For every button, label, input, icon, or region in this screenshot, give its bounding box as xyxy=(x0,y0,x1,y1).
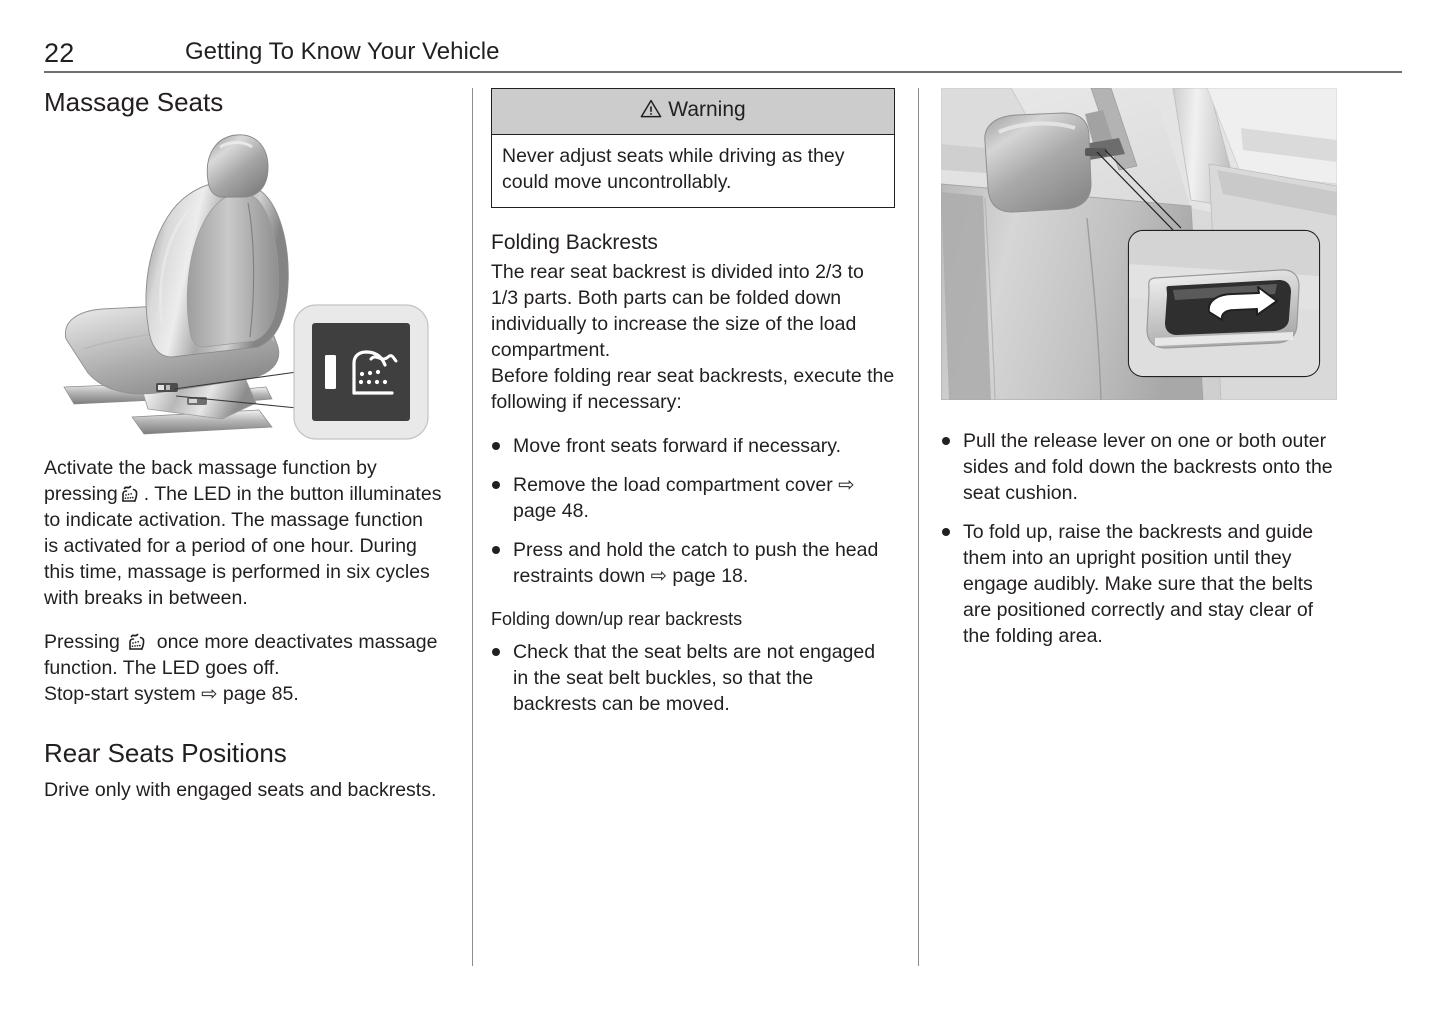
bullet-dot xyxy=(942,437,950,445)
list-item xyxy=(941,428,1341,506)
head-restraint xyxy=(207,134,268,196)
list-item xyxy=(491,537,895,589)
warning-box xyxy=(491,88,895,208)
massage-paragraph-1 xyxy=(44,455,442,611)
folding-backrests-paragraph-2: Before folding rear seat backrests, execute the following if necessary: xyxy=(491,365,895,414)
bullet-dot xyxy=(492,481,500,489)
callout-massage-button xyxy=(294,305,428,439)
page-header xyxy=(44,38,1402,72)
list-item-text: To fold up, raise the backrests and guide them into an upright position until they engage audibly. Make sure that the belts are positioned correctly and stay clear of the folding area. xyxy=(963,521,1314,647)
rear-release-bullet-list xyxy=(941,428,1341,649)
section-title-massage-seats: Massage Seats xyxy=(44,87,224,117)
list-item-text: Remove the load compartment cover ⇨ page 48. xyxy=(513,474,855,523)
massage-paragraph-2 xyxy=(44,629,442,707)
bullet-dot xyxy=(942,528,950,536)
header-rule xyxy=(44,71,1402,73)
massage-paragraph-2-part-b: once more deactivates massage function. The LED goes off. xyxy=(44,630,438,679)
column-divider-right xyxy=(918,88,919,966)
warning-box-header xyxy=(492,89,894,135)
column-divider-left xyxy=(472,88,473,966)
figure-rear-seat-release xyxy=(941,88,1337,400)
list-item-text: Move front seats forward if necessary. xyxy=(513,435,842,458)
list-item xyxy=(491,472,895,524)
figure-front-seat xyxy=(44,125,442,455)
list-item-text: Check that the seat belts are not engaged in the seat belt buckles, so that the backrests can be moved. xyxy=(513,640,876,715)
list-item xyxy=(941,519,1341,649)
bullet-dot xyxy=(492,648,500,656)
folding-backrests-paragraph-1: The rear seat backrest is divided into 2/3 to 1/3 parts. Both parts can be folded down individually to increase the size of the load compartment. xyxy=(491,261,864,362)
list-item xyxy=(491,639,895,717)
folding-down-up-bullet-list xyxy=(491,639,895,717)
folding-prep-bullet-list xyxy=(491,433,895,589)
right-column xyxy=(941,88,1341,649)
massage-paragraph-2-part-c: Stop-start system ⇨ page 85. xyxy=(44,682,299,705)
warning-box-body: Never adjust seats while driving as they could move uncontrollably. xyxy=(502,145,845,193)
callout-release-lever xyxy=(1129,231,1319,376)
subsection-title-folding-down-up: Folding down/up rear backrests xyxy=(491,609,743,630)
left-column xyxy=(44,88,442,803)
rear-seats-paragraph: Drive only with engaged seats and backrests. xyxy=(44,779,437,802)
massage-paragraph-2-part-a: Pressing xyxy=(44,630,120,653)
page-number: 22 xyxy=(44,38,75,68)
page-title: Getting To Know Your Vehicle xyxy=(185,38,500,65)
bullet-dot xyxy=(492,546,500,554)
massage-paragraph-1-part-a: Activate the back massage function by pressing xyxy=(44,456,377,505)
warning-heading-label: Warning xyxy=(668,98,746,121)
subsection-title-folding-backrests: Folding Backrests xyxy=(491,231,658,254)
list-item-text: Press and hold the catch to push the head restraints down ⇨ page 18. xyxy=(513,539,879,588)
section-title-rear-seats-positions: Rear Seats Positions xyxy=(44,737,287,768)
massage-paragraph-1-part-b: . The LED in the button illuminates to indicate activation. The massage function is activated for a period of one hour. During this time, massage is performed in six cycles with breaks in between. xyxy=(44,482,442,609)
list-item-text: Pull the release lever on one or both outer sides and fold down the backrests onto the seat cushion. xyxy=(963,430,1333,504)
middle-column xyxy=(491,88,895,717)
warning-triangle-icon xyxy=(640,99,662,124)
massage-seat-icon-2 xyxy=(126,629,150,655)
bullet-dot xyxy=(492,442,500,450)
list-item xyxy=(491,433,895,459)
massage-seat-icon xyxy=(119,481,143,507)
